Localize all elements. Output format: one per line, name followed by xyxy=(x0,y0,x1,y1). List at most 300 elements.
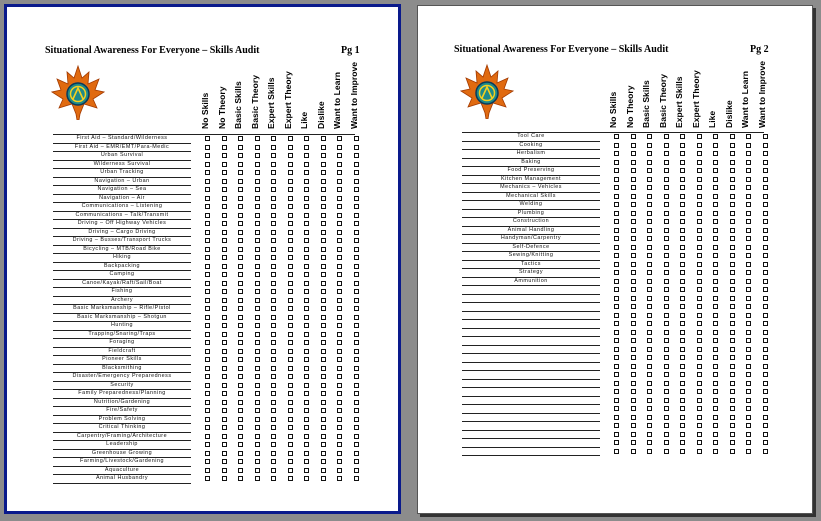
rating-checkbox[interactable] xyxy=(730,440,735,445)
rating-checkbox[interactable] xyxy=(631,202,636,207)
rating-checkbox[interactable] xyxy=(337,213,342,218)
rating-checkbox[interactable] xyxy=(680,364,685,369)
rating-checkbox[interactable] xyxy=(222,366,227,371)
rating-checkbox[interactable] xyxy=(664,245,669,250)
rating-checkbox[interactable] xyxy=(205,425,210,430)
rating-checkbox[interactable] xyxy=(614,389,619,394)
rating-checkbox[interactable] xyxy=(631,398,636,403)
rating-checkbox[interactable] xyxy=(680,168,685,173)
rating-checkbox[interactable] xyxy=(238,289,243,294)
rating-checkbox[interactable] xyxy=(337,434,342,439)
rating-checkbox[interactable] xyxy=(205,230,210,235)
rating-checkbox[interactable] xyxy=(680,313,685,318)
rating-checkbox[interactable] xyxy=(664,381,669,386)
rating-checkbox[interactable] xyxy=(680,185,685,190)
rating-checkbox[interactable] xyxy=(664,347,669,352)
rating-checkbox[interactable] xyxy=(222,196,227,201)
rating-checkbox[interactable] xyxy=(680,398,685,403)
rating-checkbox[interactable] xyxy=(614,381,619,386)
rating-checkbox[interactable] xyxy=(255,153,260,158)
rating-checkbox[interactable] xyxy=(288,425,293,430)
rating-checkbox[interactable] xyxy=(238,374,243,379)
rating-checkbox[interactable] xyxy=(321,204,326,209)
rating-checkbox[interactable] xyxy=(222,153,227,158)
rating-checkbox[interactable] xyxy=(304,153,309,158)
rating-checkbox[interactable] xyxy=(288,468,293,473)
rating-checkbox[interactable] xyxy=(746,415,751,420)
rating-checkbox[interactable] xyxy=(631,134,636,139)
rating-checkbox[interactable] xyxy=(205,459,210,464)
rating-checkbox[interactable] xyxy=(763,389,768,394)
rating-checkbox[interactable] xyxy=(288,323,293,328)
rating-checkbox[interactable] xyxy=(631,304,636,309)
rating-checkbox[interactable] xyxy=(680,423,685,428)
rating-checkbox[interactable] xyxy=(255,468,260,473)
rating-checkbox[interactable] xyxy=(664,202,669,207)
rating-checkbox[interactable] xyxy=(647,440,652,445)
rating-checkbox[interactable] xyxy=(763,134,768,139)
rating-checkbox[interactable] xyxy=(238,145,243,150)
rating-checkbox[interactable] xyxy=(304,408,309,413)
rating-checkbox[interactable] xyxy=(713,313,718,318)
rating-checkbox[interactable] xyxy=(647,194,652,199)
rating-checkbox[interactable] xyxy=(288,179,293,184)
rating-checkbox[interactable] xyxy=(271,153,276,158)
rating-checkbox[interactable] xyxy=(238,408,243,413)
rating-checkbox[interactable] xyxy=(321,383,326,388)
rating-checkbox[interactable] xyxy=(664,228,669,233)
rating-checkbox[interactable] xyxy=(614,415,619,420)
rating-checkbox[interactable] xyxy=(222,476,227,481)
rating-checkbox[interactable] xyxy=(304,272,309,277)
rating-checkbox[interactable] xyxy=(205,247,210,252)
rating-checkbox[interactable] xyxy=(631,160,636,165)
rating-checkbox[interactable] xyxy=(697,372,702,377)
rating-checkbox[interactable] xyxy=(697,270,702,275)
rating-checkbox[interactable] xyxy=(614,262,619,267)
rating-checkbox[interactable] xyxy=(205,332,210,337)
rating-checkbox[interactable] xyxy=(680,262,685,267)
rating-checkbox[interactable] xyxy=(271,230,276,235)
rating-checkbox[interactable] xyxy=(337,451,342,456)
rating-checkbox[interactable] xyxy=(664,253,669,258)
rating-checkbox[interactable] xyxy=(255,179,260,184)
rating-checkbox[interactable] xyxy=(304,221,309,226)
rating-checkbox[interactable] xyxy=(664,398,669,403)
rating-checkbox[interactable] xyxy=(222,179,227,184)
rating-checkbox[interactable] xyxy=(697,398,702,403)
rating-checkbox[interactable] xyxy=(222,323,227,328)
rating-checkbox[interactable] xyxy=(238,442,243,447)
rating-checkbox[interactable] xyxy=(647,151,652,156)
rating-checkbox[interactable] xyxy=(697,211,702,216)
rating-checkbox[interactable] xyxy=(354,204,359,209)
rating-checkbox[interactable] xyxy=(680,270,685,275)
rating-checkbox[interactable] xyxy=(746,398,751,403)
rating-checkbox[interactable] xyxy=(205,213,210,218)
rating-checkbox[interactable] xyxy=(205,298,210,303)
rating-checkbox[interactable] xyxy=(746,372,751,377)
rating-checkbox[interactable] xyxy=(631,364,636,369)
rating-checkbox[interactable] xyxy=(614,287,619,292)
rating-checkbox[interactable] xyxy=(631,389,636,394)
rating-checkbox[interactable] xyxy=(763,194,768,199)
rating-checkbox[interactable] xyxy=(614,211,619,216)
rating-checkbox[interactable] xyxy=(763,245,768,250)
rating-checkbox[interactable] xyxy=(614,372,619,377)
rating-checkbox[interactable] xyxy=(697,279,702,284)
rating-checkbox[interactable] xyxy=(354,264,359,269)
rating-checkbox[interactable] xyxy=(730,355,735,360)
rating-checkbox[interactable] xyxy=(697,253,702,258)
rating-checkbox[interactable] xyxy=(222,306,227,311)
rating-checkbox[interactable] xyxy=(238,162,243,167)
rating-checkbox[interactable] xyxy=(730,364,735,369)
rating-checkbox[interactable] xyxy=(354,366,359,371)
rating-checkbox[interactable] xyxy=(647,389,652,394)
rating-checkbox[interactable] xyxy=(763,236,768,241)
rating-checkbox[interactable] xyxy=(304,247,309,252)
rating-checkbox[interactable] xyxy=(304,400,309,405)
rating-checkbox[interactable] xyxy=(614,449,619,454)
rating-checkbox[interactable] xyxy=(614,313,619,318)
rating-checkbox[interactable] xyxy=(713,160,718,165)
rating-checkbox[interactable] xyxy=(354,281,359,286)
rating-checkbox[interactable] xyxy=(255,204,260,209)
rating-checkbox[interactable] xyxy=(238,264,243,269)
rating-checkbox[interactable] xyxy=(697,313,702,318)
rating-checkbox[interactable] xyxy=(255,451,260,456)
rating-checkbox[interactable] xyxy=(271,289,276,294)
rating-checkbox[interactable] xyxy=(271,476,276,481)
rating-checkbox[interactable] xyxy=(746,440,751,445)
rating-checkbox[interactable] xyxy=(271,459,276,464)
rating-checkbox[interactable] xyxy=(697,330,702,335)
rating-checkbox[interactable] xyxy=(763,415,768,420)
rating-checkbox[interactable] xyxy=(321,357,326,362)
rating-checkbox[interactable] xyxy=(205,306,210,311)
rating-checkbox[interactable] xyxy=(680,432,685,437)
rating-checkbox[interactable] xyxy=(255,306,260,311)
rating-checkbox[interactable] xyxy=(271,391,276,396)
rating-checkbox[interactable] xyxy=(680,389,685,394)
rating-checkbox[interactable] xyxy=(288,213,293,218)
rating-checkbox[interactable] xyxy=(288,459,293,464)
rating-checkbox[interactable] xyxy=(631,185,636,190)
rating-checkbox[interactable] xyxy=(730,134,735,139)
rating-checkbox[interactable] xyxy=(730,449,735,454)
rating-checkbox[interactable] xyxy=(746,313,751,318)
rating-checkbox[interactable] xyxy=(238,196,243,201)
rating-checkbox[interactable] xyxy=(631,415,636,420)
rating-checkbox[interactable] xyxy=(746,338,751,343)
rating-checkbox[interactable] xyxy=(238,179,243,184)
rating-checkbox[interactable] xyxy=(238,417,243,422)
rating-checkbox[interactable] xyxy=(697,236,702,241)
rating-checkbox[interactable] xyxy=(288,332,293,337)
rating-checkbox[interactable] xyxy=(631,372,636,377)
rating-checkbox[interactable] xyxy=(304,459,309,464)
rating-checkbox[interactable] xyxy=(713,304,718,309)
rating-checkbox[interactable] xyxy=(631,279,636,284)
rating-checkbox[interactable] xyxy=(664,364,669,369)
rating-checkbox[interactable] xyxy=(238,204,243,209)
rating-checkbox[interactable] xyxy=(614,194,619,199)
rating-checkbox[interactable] xyxy=(763,228,768,233)
rating-checkbox[interactable] xyxy=(238,213,243,218)
rating-checkbox[interactable] xyxy=(337,162,342,167)
rating-checkbox[interactable] xyxy=(713,168,718,173)
rating-checkbox[interactable] xyxy=(255,247,260,252)
rating-checkbox[interactable] xyxy=(271,366,276,371)
rating-checkbox[interactable] xyxy=(713,236,718,241)
rating-checkbox[interactable] xyxy=(713,287,718,292)
rating-checkbox[interactable] xyxy=(664,194,669,199)
rating-checkbox[interactable] xyxy=(205,349,210,354)
rating-checkbox[interactable] xyxy=(647,287,652,292)
rating-checkbox[interactable] xyxy=(631,406,636,411)
rating-checkbox[interactable] xyxy=(288,170,293,175)
rating-checkbox[interactable] xyxy=(222,264,227,269)
rating-checkbox[interactable] xyxy=(255,315,260,320)
rating-checkbox[interactable] xyxy=(631,296,636,301)
rating-checkbox[interactable] xyxy=(746,406,751,411)
rating-checkbox[interactable] xyxy=(288,255,293,260)
rating-checkbox[interactable] xyxy=(631,270,636,275)
rating-checkbox[interactable] xyxy=(304,391,309,396)
rating-checkbox[interactable] xyxy=(763,287,768,292)
rating-checkbox[interactable] xyxy=(337,408,342,413)
rating-checkbox[interactable] xyxy=(255,374,260,379)
rating-checkbox[interactable] xyxy=(614,432,619,437)
rating-checkbox[interactable] xyxy=(680,321,685,326)
rating-checkbox[interactable] xyxy=(631,194,636,199)
rating-checkbox[interactable] xyxy=(288,340,293,345)
rating-checkbox[interactable] xyxy=(713,262,718,267)
rating-checkbox[interactable] xyxy=(354,349,359,354)
rating-checkbox[interactable] xyxy=(730,270,735,275)
rating-checkbox[interactable] xyxy=(304,298,309,303)
rating-checkbox[interactable] xyxy=(354,213,359,218)
rating-checkbox[interactable] xyxy=(746,364,751,369)
rating-checkbox[interactable] xyxy=(713,372,718,377)
rating-checkbox[interactable] xyxy=(222,145,227,150)
rating-checkbox[interactable] xyxy=(222,442,227,447)
rating-checkbox[interactable] xyxy=(205,204,210,209)
rating-checkbox[interactable] xyxy=(763,177,768,182)
rating-checkbox[interactable] xyxy=(354,196,359,201)
rating-checkbox[interactable] xyxy=(271,306,276,311)
rating-checkbox[interactable] xyxy=(730,194,735,199)
rating-checkbox[interactable] xyxy=(631,143,636,148)
rating-checkbox[interactable] xyxy=(746,185,751,190)
rating-checkbox[interactable] xyxy=(713,449,718,454)
rating-checkbox[interactable] xyxy=(255,298,260,303)
rating-checkbox[interactable] xyxy=(647,313,652,318)
rating-checkbox[interactable] xyxy=(631,423,636,428)
rating-checkbox[interactable] xyxy=(271,332,276,337)
rating-checkbox[interactable] xyxy=(271,272,276,277)
rating-checkbox[interactable] xyxy=(746,355,751,360)
rating-checkbox[interactable] xyxy=(321,153,326,158)
rating-checkbox[interactable] xyxy=(271,145,276,150)
rating-checkbox[interactable] xyxy=(354,230,359,235)
rating-checkbox[interactable] xyxy=(614,364,619,369)
rating-checkbox[interactable] xyxy=(205,255,210,260)
rating-checkbox[interactable] xyxy=(238,238,243,243)
rating-checkbox[interactable] xyxy=(664,415,669,420)
rating-checkbox[interactable] xyxy=(647,202,652,207)
rating-checkbox[interactable] xyxy=(730,296,735,301)
rating-checkbox[interactable] xyxy=(205,434,210,439)
rating-checkbox[interactable] xyxy=(697,321,702,326)
rating-checkbox[interactable] xyxy=(614,202,619,207)
rating-checkbox[interactable] xyxy=(354,476,359,481)
rating-checkbox[interactable] xyxy=(354,247,359,252)
rating-checkbox[interactable] xyxy=(354,289,359,294)
rating-checkbox[interactable] xyxy=(647,364,652,369)
rating-checkbox[interactable] xyxy=(631,219,636,224)
rating-checkbox[interactable] xyxy=(614,423,619,428)
rating-checkbox[interactable] xyxy=(222,400,227,405)
rating-checkbox[interactable] xyxy=(271,357,276,362)
rating-checkbox[interactable] xyxy=(763,304,768,309)
rating-checkbox[interactable] xyxy=(271,213,276,218)
rating-checkbox[interactable] xyxy=(647,432,652,437)
rating-checkbox[interactable] xyxy=(680,347,685,352)
rating-checkbox[interactable] xyxy=(304,264,309,269)
rating-checkbox[interactable] xyxy=(255,289,260,294)
rating-checkbox[interactable] xyxy=(238,247,243,252)
rating-checkbox[interactable] xyxy=(288,366,293,371)
rating-checkbox[interactable] xyxy=(746,347,751,352)
rating-checkbox[interactable] xyxy=(288,281,293,286)
rating-checkbox[interactable] xyxy=(321,238,326,243)
rating-checkbox[interactable] xyxy=(288,289,293,294)
rating-checkbox[interactable] xyxy=(205,476,210,481)
rating-checkbox[interactable] xyxy=(222,332,227,337)
rating-checkbox[interactable] xyxy=(337,264,342,269)
rating-checkbox[interactable] xyxy=(680,330,685,335)
rating-checkbox[interactable] xyxy=(304,315,309,320)
rating-checkbox[interactable] xyxy=(746,160,751,165)
rating-checkbox[interactable] xyxy=(713,202,718,207)
rating-checkbox[interactable] xyxy=(730,160,735,165)
rating-checkbox[interactable] xyxy=(713,355,718,360)
rating-checkbox[interactable] xyxy=(337,383,342,388)
rating-checkbox[interactable] xyxy=(288,196,293,201)
rating-checkbox[interactable] xyxy=(614,151,619,156)
rating-checkbox[interactable] xyxy=(713,321,718,326)
rating-checkbox[interactable] xyxy=(680,296,685,301)
rating-checkbox[interactable] xyxy=(647,398,652,403)
rating-checkbox[interactable] xyxy=(713,219,718,224)
rating-checkbox[interactable] xyxy=(647,449,652,454)
rating-checkbox[interactable] xyxy=(354,315,359,320)
rating-checkbox[interactable] xyxy=(304,255,309,260)
rating-checkbox[interactable] xyxy=(713,440,718,445)
rating-checkbox[interactable] xyxy=(271,383,276,388)
rating-checkbox[interactable] xyxy=(321,187,326,192)
rating-checkbox[interactable] xyxy=(255,340,260,345)
rating-checkbox[interactable] xyxy=(614,279,619,284)
rating-checkbox[interactable] xyxy=(614,134,619,139)
rating-checkbox[interactable] xyxy=(337,332,342,337)
rating-checkbox[interactable] xyxy=(271,247,276,252)
rating-checkbox[interactable] xyxy=(304,230,309,235)
rating-checkbox[interactable] xyxy=(354,332,359,337)
rating-checkbox[interactable] xyxy=(304,468,309,473)
rating-checkbox[interactable] xyxy=(238,451,243,456)
rating-checkbox[interactable] xyxy=(288,442,293,447)
rating-checkbox[interactable] xyxy=(238,323,243,328)
rating-checkbox[interactable] xyxy=(238,255,243,260)
rating-checkbox[interactable] xyxy=(664,211,669,216)
rating-checkbox[interactable] xyxy=(205,187,210,192)
rating-checkbox[interactable] xyxy=(354,417,359,422)
rating-checkbox[interactable] xyxy=(354,238,359,243)
rating-checkbox[interactable] xyxy=(664,330,669,335)
rating-checkbox[interactable] xyxy=(238,221,243,226)
rating-checkbox[interactable] xyxy=(321,136,326,141)
rating-checkbox[interactable] xyxy=(321,264,326,269)
rating-checkbox[interactable] xyxy=(337,204,342,209)
rating-checkbox[interactable] xyxy=(746,168,751,173)
rating-checkbox[interactable] xyxy=(304,213,309,218)
rating-checkbox[interactable] xyxy=(205,357,210,362)
rating-checkbox[interactable] xyxy=(271,179,276,184)
rating-checkbox[interactable] xyxy=(271,298,276,303)
rating-checkbox[interactable] xyxy=(746,151,751,156)
rating-checkbox[interactable] xyxy=(337,340,342,345)
rating-checkbox[interactable] xyxy=(321,340,326,345)
rating-checkbox[interactable] xyxy=(205,145,210,150)
rating-checkbox[interactable] xyxy=(205,153,210,158)
rating-checkbox[interactable] xyxy=(205,170,210,175)
rating-checkbox[interactable] xyxy=(680,211,685,216)
rating-checkbox[interactable] xyxy=(288,476,293,481)
rating-checkbox[interactable] xyxy=(697,185,702,190)
rating-checkbox[interactable] xyxy=(255,230,260,235)
rating-checkbox[interactable] xyxy=(255,383,260,388)
rating-checkbox[interactable] xyxy=(631,236,636,241)
rating-checkbox[interactable] xyxy=(354,298,359,303)
rating-checkbox[interactable] xyxy=(255,272,260,277)
rating-checkbox[interactable] xyxy=(222,204,227,209)
rating-checkbox[interactable] xyxy=(205,221,210,226)
rating-checkbox[interactable] xyxy=(614,168,619,173)
rating-checkbox[interactable] xyxy=(337,230,342,235)
rating-checkbox[interactable] xyxy=(614,143,619,148)
rating-checkbox[interactable] xyxy=(713,134,718,139)
rating-checkbox[interactable] xyxy=(255,349,260,354)
rating-checkbox[interactable] xyxy=(763,338,768,343)
rating-checkbox[interactable] xyxy=(255,357,260,362)
rating-checkbox[interactable] xyxy=(647,253,652,258)
rating-checkbox[interactable] xyxy=(354,383,359,388)
rating-checkbox[interactable] xyxy=(631,228,636,233)
rating-checkbox[interactable] xyxy=(746,143,751,148)
rating-checkbox[interactable] xyxy=(337,306,342,311)
rating-checkbox[interactable] xyxy=(647,168,652,173)
rating-checkbox[interactable] xyxy=(713,381,718,386)
rating-checkbox[interactable] xyxy=(304,366,309,371)
rating-checkbox[interactable] xyxy=(255,170,260,175)
rating-checkbox[interactable] xyxy=(664,321,669,326)
rating-checkbox[interactable] xyxy=(614,270,619,275)
rating-checkbox[interactable] xyxy=(337,349,342,354)
rating-checkbox[interactable] xyxy=(664,143,669,148)
